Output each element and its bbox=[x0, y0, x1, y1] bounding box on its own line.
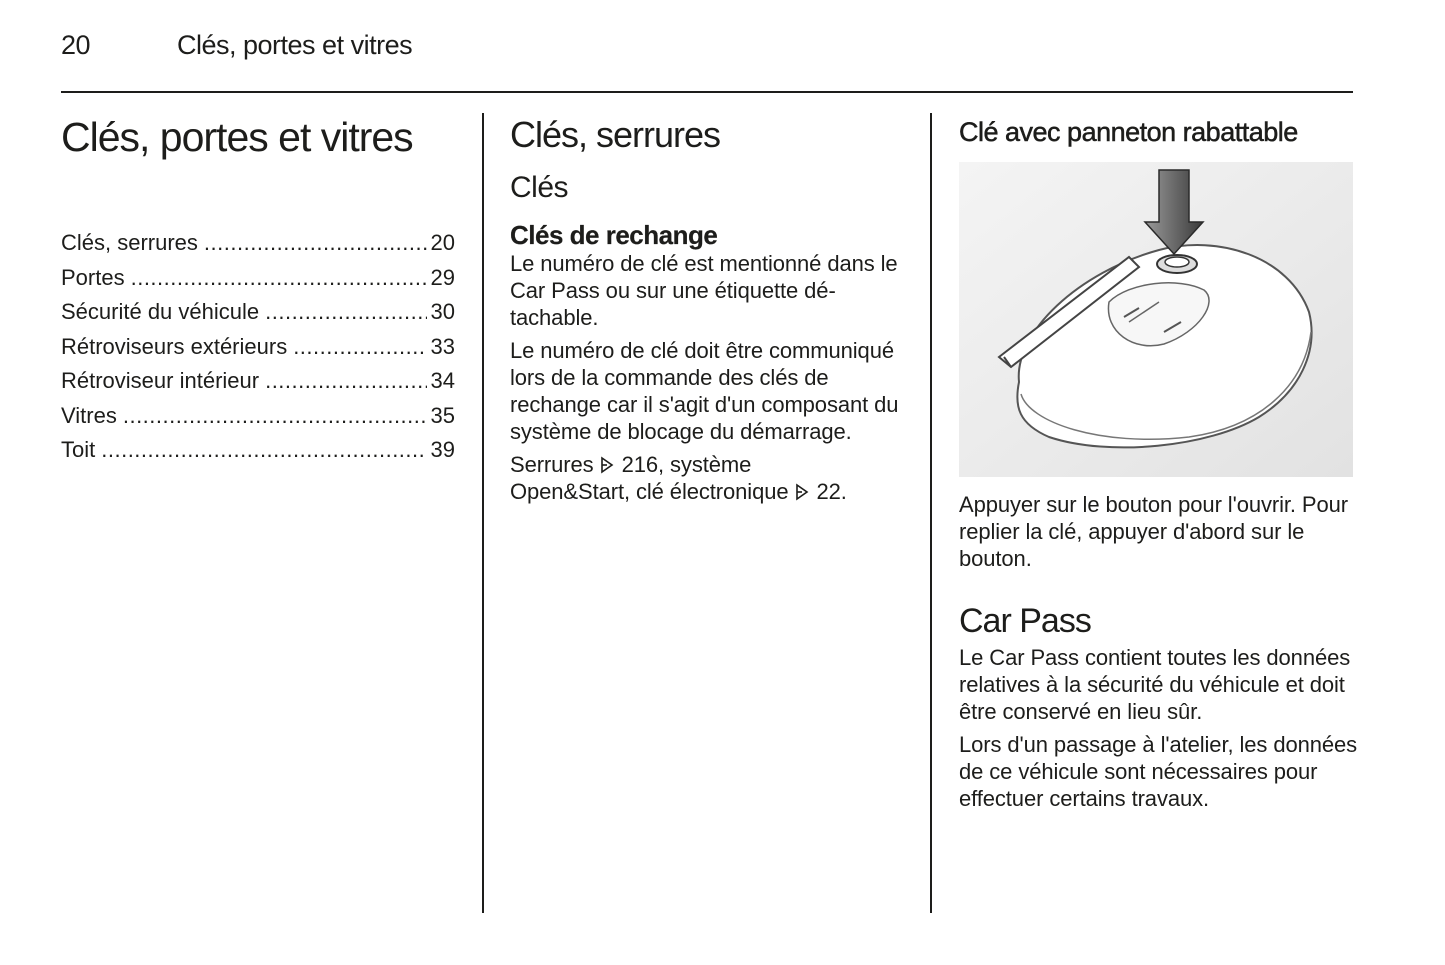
paragraph: Lors d'un passage à l'atelier, les données de ce véhicule sont nécessaires pour effectuer certains travaux. bbox=[959, 732, 1358, 811]
xref-page[interactable]: 22. bbox=[816, 479, 847, 504]
paragraph: Le numéro de clé est mentionné dans le Car Pass ou sur une étiquette détachable. bbox=[510, 251, 898, 330]
toc-leader bbox=[265, 295, 426, 330]
toc-page: 20 bbox=[430, 230, 455, 255]
paragraph: Le Car Pass contient toutes les données relatives à la sécurité du véhicule et doit être conservé en lieu sûr. bbox=[959, 645, 1351, 724]
column-folding-key bbox=[959, 108, 1359, 818]
subsection-title: Clés bbox=[510, 171, 569, 204]
cross-references bbox=[510, 451, 908, 505]
toc-entry[interactable] bbox=[61, 433, 455, 468]
toc-entry[interactable] bbox=[61, 399, 455, 434]
toc-leader bbox=[293, 330, 426, 365]
key-fob-icon bbox=[959, 162, 1353, 477]
toc-page: 34 bbox=[430, 368, 455, 393]
xref-page[interactable]: 216, système bbox=[621, 452, 752, 477]
toc-page: 30 bbox=[430, 299, 455, 324]
chapter-title: Clés, portes et vitres bbox=[61, 114, 413, 160]
toc-entry[interactable] bbox=[61, 330, 455, 365]
toc-entry[interactable] bbox=[61, 295, 455, 330]
toc-page: 35 bbox=[430, 402, 455, 428]
toc-page: 33 bbox=[430, 333, 455, 359]
toc-label: Rétroviseur intérieur bbox=[61, 368, 260, 393]
page-reference-icon[interactable] bbox=[795, 478, 811, 505]
table-of-contents bbox=[61, 226, 455, 468]
xref-text: Open&Start, clé électronique bbox=[510, 479, 789, 504]
heading-spare-keys: Clés de rechange bbox=[510, 220, 718, 250]
toc-label: Rétroviseurs extérieurs bbox=[61, 333, 288, 359]
toc-label: Toit bbox=[61, 437, 96, 462]
toc-label: Portes bbox=[61, 264, 125, 290]
toc-leader bbox=[123, 399, 427, 434]
column-keys bbox=[510, 108, 908, 511]
section-title: Clés, serrures bbox=[510, 114, 721, 155]
toc-entry[interactable] bbox=[61, 226, 455, 261]
page-number: 20 bbox=[61, 30, 91, 60]
toc-leader bbox=[265, 364, 426, 399]
toc-page: 39 bbox=[430, 437, 455, 462]
heading-folding-key: Clé avec panneton rabattable bbox=[959, 117, 1298, 147]
page-header bbox=[61, 30, 412, 61]
toc-entry[interactable] bbox=[61, 364, 455, 399]
page-reference-icon[interactable] bbox=[600, 451, 616, 478]
toc-leader bbox=[204, 226, 427, 261]
running-title: Clés, portes et vitres bbox=[177, 30, 413, 60]
column-divider-1 bbox=[482, 113, 484, 913]
xref-text: Serrures bbox=[510, 452, 594, 477]
paragraph: Appuyer sur le bouton pour l'ouvrir. Pour replier la clé, appuyer d'abord sur le bouton. bbox=[959, 492, 1348, 571]
toc-label: Vitres bbox=[61, 402, 117, 428]
paragraph: Le numéro de clé doit être communiqué lors de la commande des clés de rechange car il s'agit d'un composant du système de blocage du démarrage. bbox=[510, 338, 899, 444]
toc-leader bbox=[101, 433, 426, 468]
toc-label: Clés, serrures bbox=[61, 230, 198, 255]
column-contents bbox=[61, 108, 455, 484]
folding-key-illustration bbox=[959, 162, 1353, 477]
header-rule bbox=[61, 91, 1353, 93]
toc-leader bbox=[131, 261, 427, 296]
column-divider-2 bbox=[930, 113, 932, 913]
car-pass-title: Car Pass bbox=[959, 602, 1091, 640]
toc-entry[interactable] bbox=[61, 261, 455, 296]
toc-page: 29 bbox=[430, 264, 455, 290]
toc-label: Sécurité du véhicule bbox=[61, 299, 260, 324]
